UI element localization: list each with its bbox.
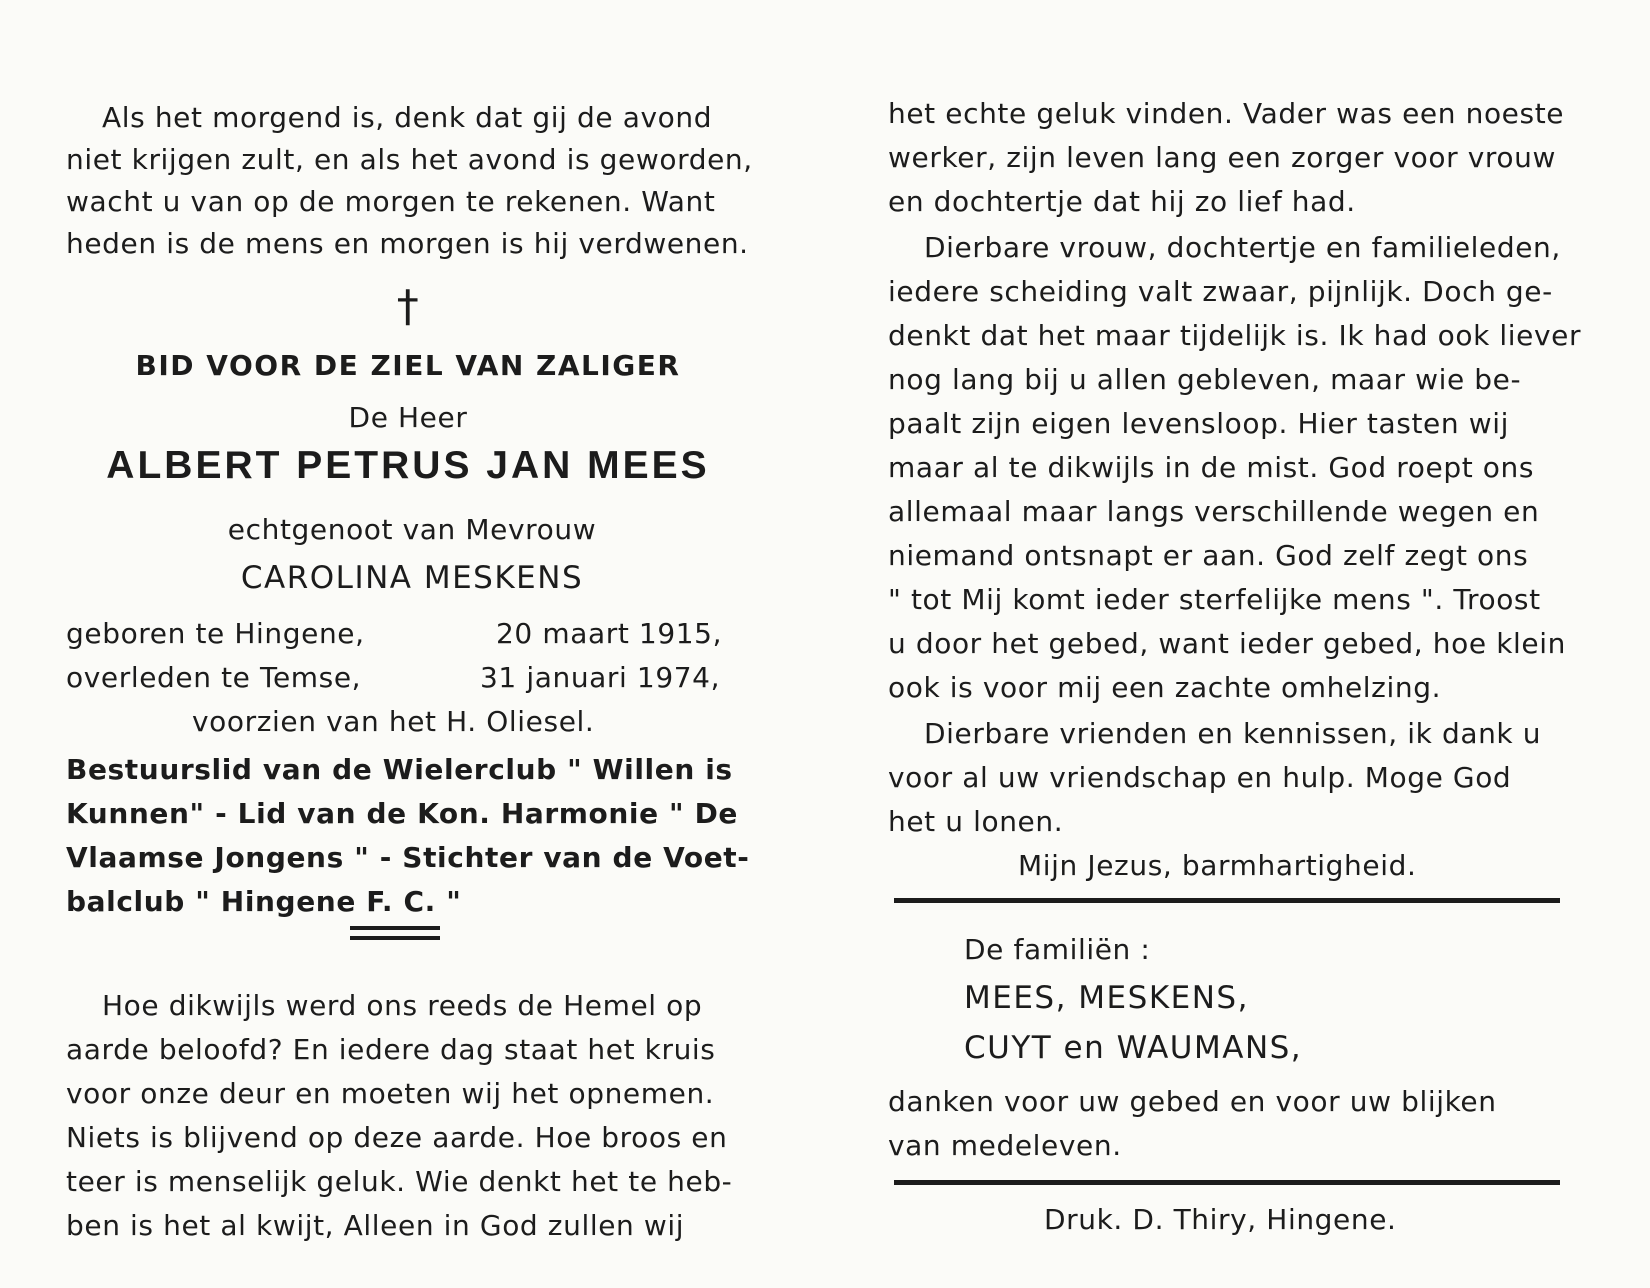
reflection-line: teer is menselijk geluk. Wie denkt het te heb-: [66, 1165, 733, 1198]
divider: [350, 926, 440, 930]
prayer-heading: BID VOOR DE ZIEL VAN ZALIGER: [135, 349, 681, 382]
text-line: u door het gebed, want ieder gebed, hoe klein: [888, 627, 1566, 660]
text-line: Dierbare vrienden en kennissen, ik dank u: [924, 717, 1542, 750]
text-line: niemand ontsnapt er aan. God zelf zegt ons: [888, 539, 1529, 572]
reflection-line: ben is het al kwijt, Alleen in God zullen wij: [66, 1209, 685, 1242]
text-line: paalt zijn eigen levensloop. Hier tasten wij: [888, 407, 1509, 440]
reflection-line: Hoe dikwijls werd ons reeds de Hemel op: [102, 989, 703, 1022]
text-line: Dierbare vrouw, dochtertje en familieleden,: [924, 231, 1561, 264]
spouse-name: CAROLINA MESKENS: [240, 560, 584, 596]
title: De Heer: [348, 401, 468, 434]
thanks-line: danken voor uw gebed en voor uw blijken: [888, 1085, 1497, 1118]
text-line: " tot Mij komt ieder sterfelijke mens ". Troost: [888, 583, 1541, 616]
divider: [894, 898, 1560, 903]
text-line: maar al te dikwijls in de mist. God roept ons: [888, 451, 1535, 484]
family-names: MEES, MESKENS,: [964, 980, 1249, 1016]
verse-line: heden is de mens en morgen is hij verdwenen.: [66, 227, 749, 260]
reflection-line: voor onze deur en moeten wij het opnemen.: [66, 1077, 715, 1110]
clubs-line: balclub " Hingene F. C. ": [66, 885, 462, 918]
text-line: allemaal maar langs verschillende wegen en: [888, 495, 1540, 528]
deceased-name: ALBERT PETRUS JAN MEES: [106, 444, 710, 487]
divider: [894, 1180, 1560, 1185]
birth-date: 20 maart 1915,: [496, 617, 723, 650]
verse-line: wacht u van op de morgen te rekenen. Want: [66, 185, 716, 218]
text-line: voor al uw vriendschap en hulp. Moge God: [888, 761, 1512, 794]
thanks-line: van medeleven.: [888, 1129, 1122, 1162]
clubs-line: Bestuurslid van de Wielerclub " Willen is: [66, 753, 733, 786]
cross-icon: †: [396, 281, 420, 332]
reflection-line: Niets is blijvend op deze aarde. Hoe broos en: [66, 1121, 728, 1154]
printer-credit: Druk. D. Thiry, Hingene.: [1044, 1203, 1397, 1236]
text-line: en dochtertje dat hij zo lief had.: [888, 185, 1356, 218]
death-place: overleden te Temse,: [66, 661, 362, 694]
verse-line: niet krijgen zult, en als het avond is geworden,: [66, 143, 753, 176]
closing-prayer: Mijn Jezus, barmhartigheid.: [1018, 849, 1417, 882]
clubs-line: Vlaamse Jongens " - Stichter van de Voet-: [66, 841, 750, 874]
birth-place: geboren te Hingene,: [66, 617, 365, 650]
text-line: werker, zijn leven lang een zorger voor vrouw: [888, 141, 1556, 174]
text-line: denkt dat het maar tijdelijk is. Ik had ook liever: [888, 319, 1582, 352]
text-line: nog lang bij u allen gebleven, maar wie be-: [888, 363, 1522, 396]
spouse-intro: echtgenoot van Mevrouw: [227, 513, 597, 546]
text-line: het echte geluk vinden. Vader was een noeste: [888, 97, 1565, 130]
verse-line: Als het morgend is, denk dat gij de avond: [102, 101, 713, 134]
families-intro: De familiën :: [964, 933, 1151, 966]
death-date: 31 januari 1974,: [480, 661, 721, 694]
clubs-line: Kunnen" - Lid van de Kon. Harmonie " De: [66, 797, 739, 830]
text-line: iedere scheiding valt zwaar, pijnlijk. Doch ge-: [888, 275, 1553, 308]
text-line: ook is voor mij een zachte omhelzing.: [888, 671, 1442, 704]
text-line: het u lonen.: [888, 805, 1064, 838]
family-names: CUYT en WAUMANS,: [964, 1030, 1303, 1066]
reflection-line: aarde beloofd? En iedere dag staat het kruis: [66, 1033, 716, 1066]
divider: [350, 936, 440, 940]
sacrament: voorzien van het H. Oliesel.: [192, 705, 595, 738]
